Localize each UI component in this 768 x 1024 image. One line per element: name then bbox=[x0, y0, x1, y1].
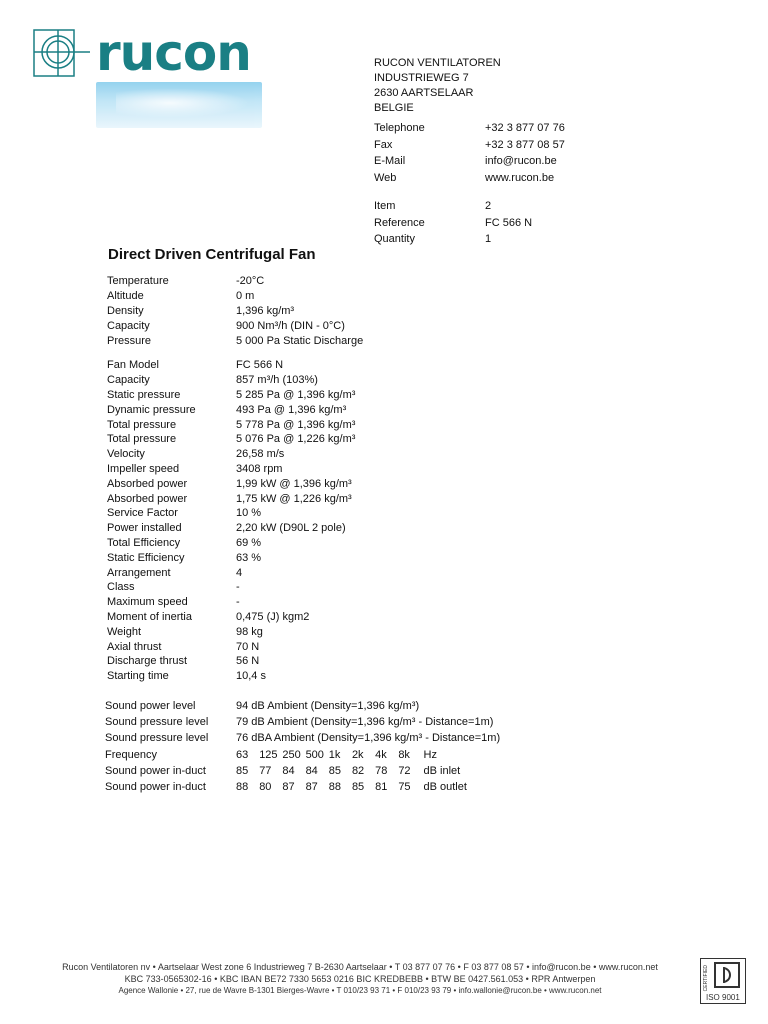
band-value: 88 bbox=[328, 780, 341, 793]
contact-block bbox=[374, 120, 565, 186]
contact-telephone bbox=[374, 120, 565, 137]
sound-label: Sound pressure level bbox=[105, 716, 209, 729]
spec-row bbox=[107, 610, 355, 625]
band-value: 2k bbox=[351, 748, 364, 761]
spec-row bbox=[107, 639, 355, 654]
sound-label: Sound pressure level bbox=[105, 732, 209, 745]
spec-row bbox=[107, 491, 355, 506]
item-block bbox=[374, 198, 532, 248]
spec-row bbox=[107, 318, 363, 333]
sound-data bbox=[105, 698, 500, 795]
band-value: 85 bbox=[351, 780, 365, 793]
spec-label: Pressure bbox=[107, 334, 152, 347]
spec-row bbox=[107, 333, 363, 348]
spec-row bbox=[107, 373, 355, 388]
contact-fax bbox=[374, 137, 565, 154]
spec-value: 4 bbox=[236, 566, 243, 579]
sound-row bbox=[105, 714, 500, 730]
spec-label: Discharge thrust bbox=[107, 655, 188, 668]
band-value: 77 bbox=[259, 764, 272, 777]
contact-label: Web bbox=[374, 171, 397, 184]
sound-value: 76 dBA Ambient (Density=1,396 kg/m³ - Distance=1m) bbox=[236, 732, 501, 745]
spec-label: Static pressure bbox=[107, 388, 181, 401]
spec-row bbox=[107, 476, 355, 491]
address-line: BELGIE bbox=[374, 102, 414, 114]
item-label: Quantity bbox=[374, 233, 415, 246]
contact-label: E-Mail bbox=[374, 155, 406, 168]
item-reference bbox=[374, 215, 532, 232]
spec-row bbox=[107, 624, 355, 639]
spec-row bbox=[107, 417, 355, 432]
spec-row bbox=[107, 274, 363, 289]
company-address bbox=[374, 56, 501, 116]
spec-label: Capacity bbox=[107, 374, 150, 387]
spec-value: 10,4 s bbox=[236, 670, 266, 683]
spec-row bbox=[107, 595, 355, 610]
item-number bbox=[374, 198, 532, 215]
band-unit: dB outlet bbox=[423, 780, 467, 793]
spec-value: 56 N bbox=[236, 655, 260, 668]
spec-row bbox=[107, 304, 363, 319]
spec-value: 900 Nm³/h (DIN - 0°C) bbox=[236, 319, 345, 332]
band-value: 78 bbox=[375, 764, 388, 777]
spec-label: Class bbox=[107, 581, 135, 594]
spec-value: 98 kg bbox=[236, 625, 263, 638]
spec-label: Density bbox=[107, 304, 144, 317]
iso-side-text: CERTIFIED bbox=[703, 965, 709, 992]
spec-row bbox=[107, 565, 355, 580]
band-value: 81 bbox=[375, 780, 388, 793]
spec-label: Static Efficiency bbox=[107, 551, 185, 564]
band-value: 125 bbox=[259, 748, 278, 761]
spec-value: 1,396 kg/m³ bbox=[236, 304, 295, 317]
contact-web bbox=[374, 170, 565, 187]
contact-value: +32 3 877 07 76 bbox=[485, 122, 565, 135]
iso-label: ISO 9001 bbox=[706, 993, 740, 1002]
spec-label: Starting time bbox=[107, 670, 169, 683]
spec-value: FC 566 N bbox=[236, 359, 284, 372]
spec-value: 26,58 m/s bbox=[236, 448, 285, 461]
sound-label: Sound power level bbox=[105, 700, 196, 713]
spec-label: Total pressure bbox=[107, 433, 177, 446]
spec-label: Temperature bbox=[107, 275, 169, 288]
item-label: Item bbox=[374, 200, 396, 213]
spec-value: 5 778 Pa @ 1,396 kg/m³ bbox=[236, 418, 356, 431]
spec-row bbox=[107, 432, 355, 447]
band-value: 500 bbox=[305, 748, 324, 761]
item-value: FC 566 N bbox=[485, 216, 533, 229]
spec-value: 0,475 (J) kgm2 bbox=[236, 610, 310, 623]
spec-label: Altitude bbox=[107, 290, 144, 303]
spec-row bbox=[107, 521, 355, 536]
spec-label: Arrangement bbox=[107, 566, 171, 579]
footer-line: Agence Wallonie • 27, rue de Wavre B-1301 Bierges-Wavre • T 010/23 93 71 • F 010/23 93 79 • info.wallonie@rucon.be • www.rucon.net bbox=[118, 986, 602, 995]
spec-label: Moment of inertia bbox=[107, 610, 192, 623]
band-value: 250 bbox=[282, 748, 301, 761]
operating-conditions bbox=[107, 274, 363, 348]
spec-row bbox=[107, 669, 355, 684]
spec-label: Capacity bbox=[107, 319, 150, 332]
spec-row bbox=[107, 506, 355, 521]
band-value: 88 bbox=[236, 780, 249, 793]
spec-value: 5 076 Pa @ 1,226 kg/m³ bbox=[236, 433, 356, 446]
band-value: 85 bbox=[236, 764, 249, 777]
spec-label: Fan Model bbox=[107, 359, 159, 372]
spec-value: 2,20 kW (D90L 2 pole) bbox=[236, 522, 346, 535]
band-label: Sound power in-duct bbox=[105, 764, 206, 777]
contact-value: www.rucon.be bbox=[485, 171, 555, 184]
band-value: 80 bbox=[259, 780, 272, 793]
spec-value: 857 m³/h (103%) bbox=[236, 374, 318, 387]
item-label: Reference bbox=[374, 216, 425, 229]
spec-row bbox=[107, 358, 355, 373]
address-line: 2630 AARTSELAAR bbox=[374, 87, 474, 99]
band-label: Sound power in-duct bbox=[105, 780, 206, 793]
band-value: 1k bbox=[328, 748, 341, 761]
footer-line: KBC 733-0565302-16 • KBC IBAN BE72 7330 5653 0216 BIC KREDBEBB • BTW BE 0427.561.053 • RPR Antwerpen bbox=[124, 973, 596, 984]
sound-row bbox=[105, 730, 500, 746]
footer-line: Rucon Ventilatoren nv • Aartselaar West zone 6 Industrieweg 7 B-2630 Aartselaar • T 03 877 07 76 • F 03 877 08 57 • info@rucon.be • www.rucon.net bbox=[62, 962, 658, 972]
band-value: 82 bbox=[351, 764, 365, 777]
spec-label: Velocity bbox=[107, 448, 145, 461]
spec-value: -20°C bbox=[236, 275, 265, 288]
band-value: 75 bbox=[398, 780, 411, 793]
band-value: 84 bbox=[282, 764, 295, 777]
address-line: RUCON VENTILATOREN bbox=[374, 57, 501, 69]
spec-value: 1,75 kW @ 1,226 kg/m³ bbox=[236, 492, 352, 505]
band-unit: dB inlet bbox=[423, 764, 461, 777]
contact-email bbox=[374, 153, 565, 170]
spec-row bbox=[107, 550, 355, 565]
sound-power-outlet-row bbox=[105, 779, 500, 795]
brand-sky-image bbox=[96, 82, 262, 128]
spec-value: 5 285 Pa @ 1,396 kg/m³ bbox=[236, 388, 356, 401]
band-value: 72 bbox=[398, 764, 411, 777]
frequency-row bbox=[105, 747, 500, 763]
band-value: 63 bbox=[236, 748, 249, 761]
address-line: INDUSTRIEWEG 7 bbox=[374, 72, 469, 84]
spec-label: Total pressure bbox=[107, 418, 177, 431]
spec-label: Impeller speed bbox=[107, 462, 180, 475]
contact-value: +32 3 877 08 57 bbox=[485, 138, 565, 151]
sound-row bbox=[105, 698, 500, 714]
spec-label: Maximum speed bbox=[107, 596, 188, 609]
spec-row bbox=[107, 447, 355, 462]
band-value: 87 bbox=[282, 780, 295, 793]
item-quantity bbox=[374, 231, 532, 248]
spec-label: Absorbed power bbox=[107, 477, 188, 490]
page-footer bbox=[0, 962, 720, 997]
band-value: 85 bbox=[328, 764, 341, 777]
spec-label: Dynamic pressure bbox=[107, 403, 196, 416]
spec-value: - bbox=[236, 596, 240, 609]
document-title: Direct Driven Centrifugal Fan bbox=[108, 246, 316, 263]
spec-row bbox=[107, 289, 363, 304]
contact-value: info@rucon.be bbox=[485, 155, 557, 168]
spec-value: 69 % bbox=[236, 536, 262, 549]
band-unit: Hz bbox=[423, 748, 437, 761]
spec-row bbox=[107, 388, 355, 403]
spec-value: 3408 rpm bbox=[236, 462, 283, 475]
spec-value: 70 N bbox=[236, 640, 260, 653]
spec-value: 1,99 kW @ 1,396 kg/m³ bbox=[236, 477, 352, 490]
band-value: 4k bbox=[375, 748, 387, 761]
contact-label: Fax bbox=[374, 138, 393, 151]
iso-certification-badge bbox=[700, 958, 746, 1004]
spec-row bbox=[107, 402, 355, 417]
spec-row bbox=[107, 580, 355, 595]
spec-label: Total Efficiency bbox=[107, 536, 181, 549]
lr-mark-icon bbox=[714, 962, 740, 988]
spec-label: Absorbed power bbox=[107, 492, 188, 505]
sound-value: 79 dB Ambient (Density=1,396 kg/m³ - Distance=1m) bbox=[236, 716, 494, 729]
band-label: Frequency bbox=[105, 748, 157, 761]
spec-label: Axial thrust bbox=[107, 640, 162, 653]
spec-row bbox=[107, 536, 355, 551]
band-value: 8k bbox=[398, 748, 410, 761]
spec-value: 63 % bbox=[236, 551, 262, 564]
fan-specifications bbox=[107, 358, 355, 684]
item-value: 1 bbox=[485, 233, 492, 246]
spec-label: Power installed bbox=[107, 522, 182, 535]
rucon-emblem-icon bbox=[32, 28, 96, 80]
contact-label: Telephone bbox=[374, 122, 425, 135]
spec-value: - bbox=[236, 581, 240, 594]
spec-row bbox=[107, 654, 355, 669]
band-value: 84 bbox=[305, 764, 318, 777]
spec-value: 5 000 Pa Static Discharge bbox=[236, 334, 364, 347]
spec-value: 10 % bbox=[236, 507, 262, 520]
spec-label: Service Factor bbox=[107, 507, 178, 520]
brand-wordmark: rucon bbox=[96, 24, 251, 82]
item-value: 2 bbox=[485, 200, 492, 213]
spec-value: 0 m bbox=[236, 290, 255, 303]
spec-value: 493 Pa @ 1,396 kg/m³ bbox=[236, 403, 347, 416]
sound-value: 94 dB Ambient (Density=1,396 kg/m³) bbox=[236, 700, 420, 713]
band-value: 87 bbox=[305, 780, 318, 793]
spec-label: Weight bbox=[107, 625, 142, 638]
spec-row bbox=[107, 462, 355, 477]
sound-power-inlet-row bbox=[105, 763, 500, 779]
